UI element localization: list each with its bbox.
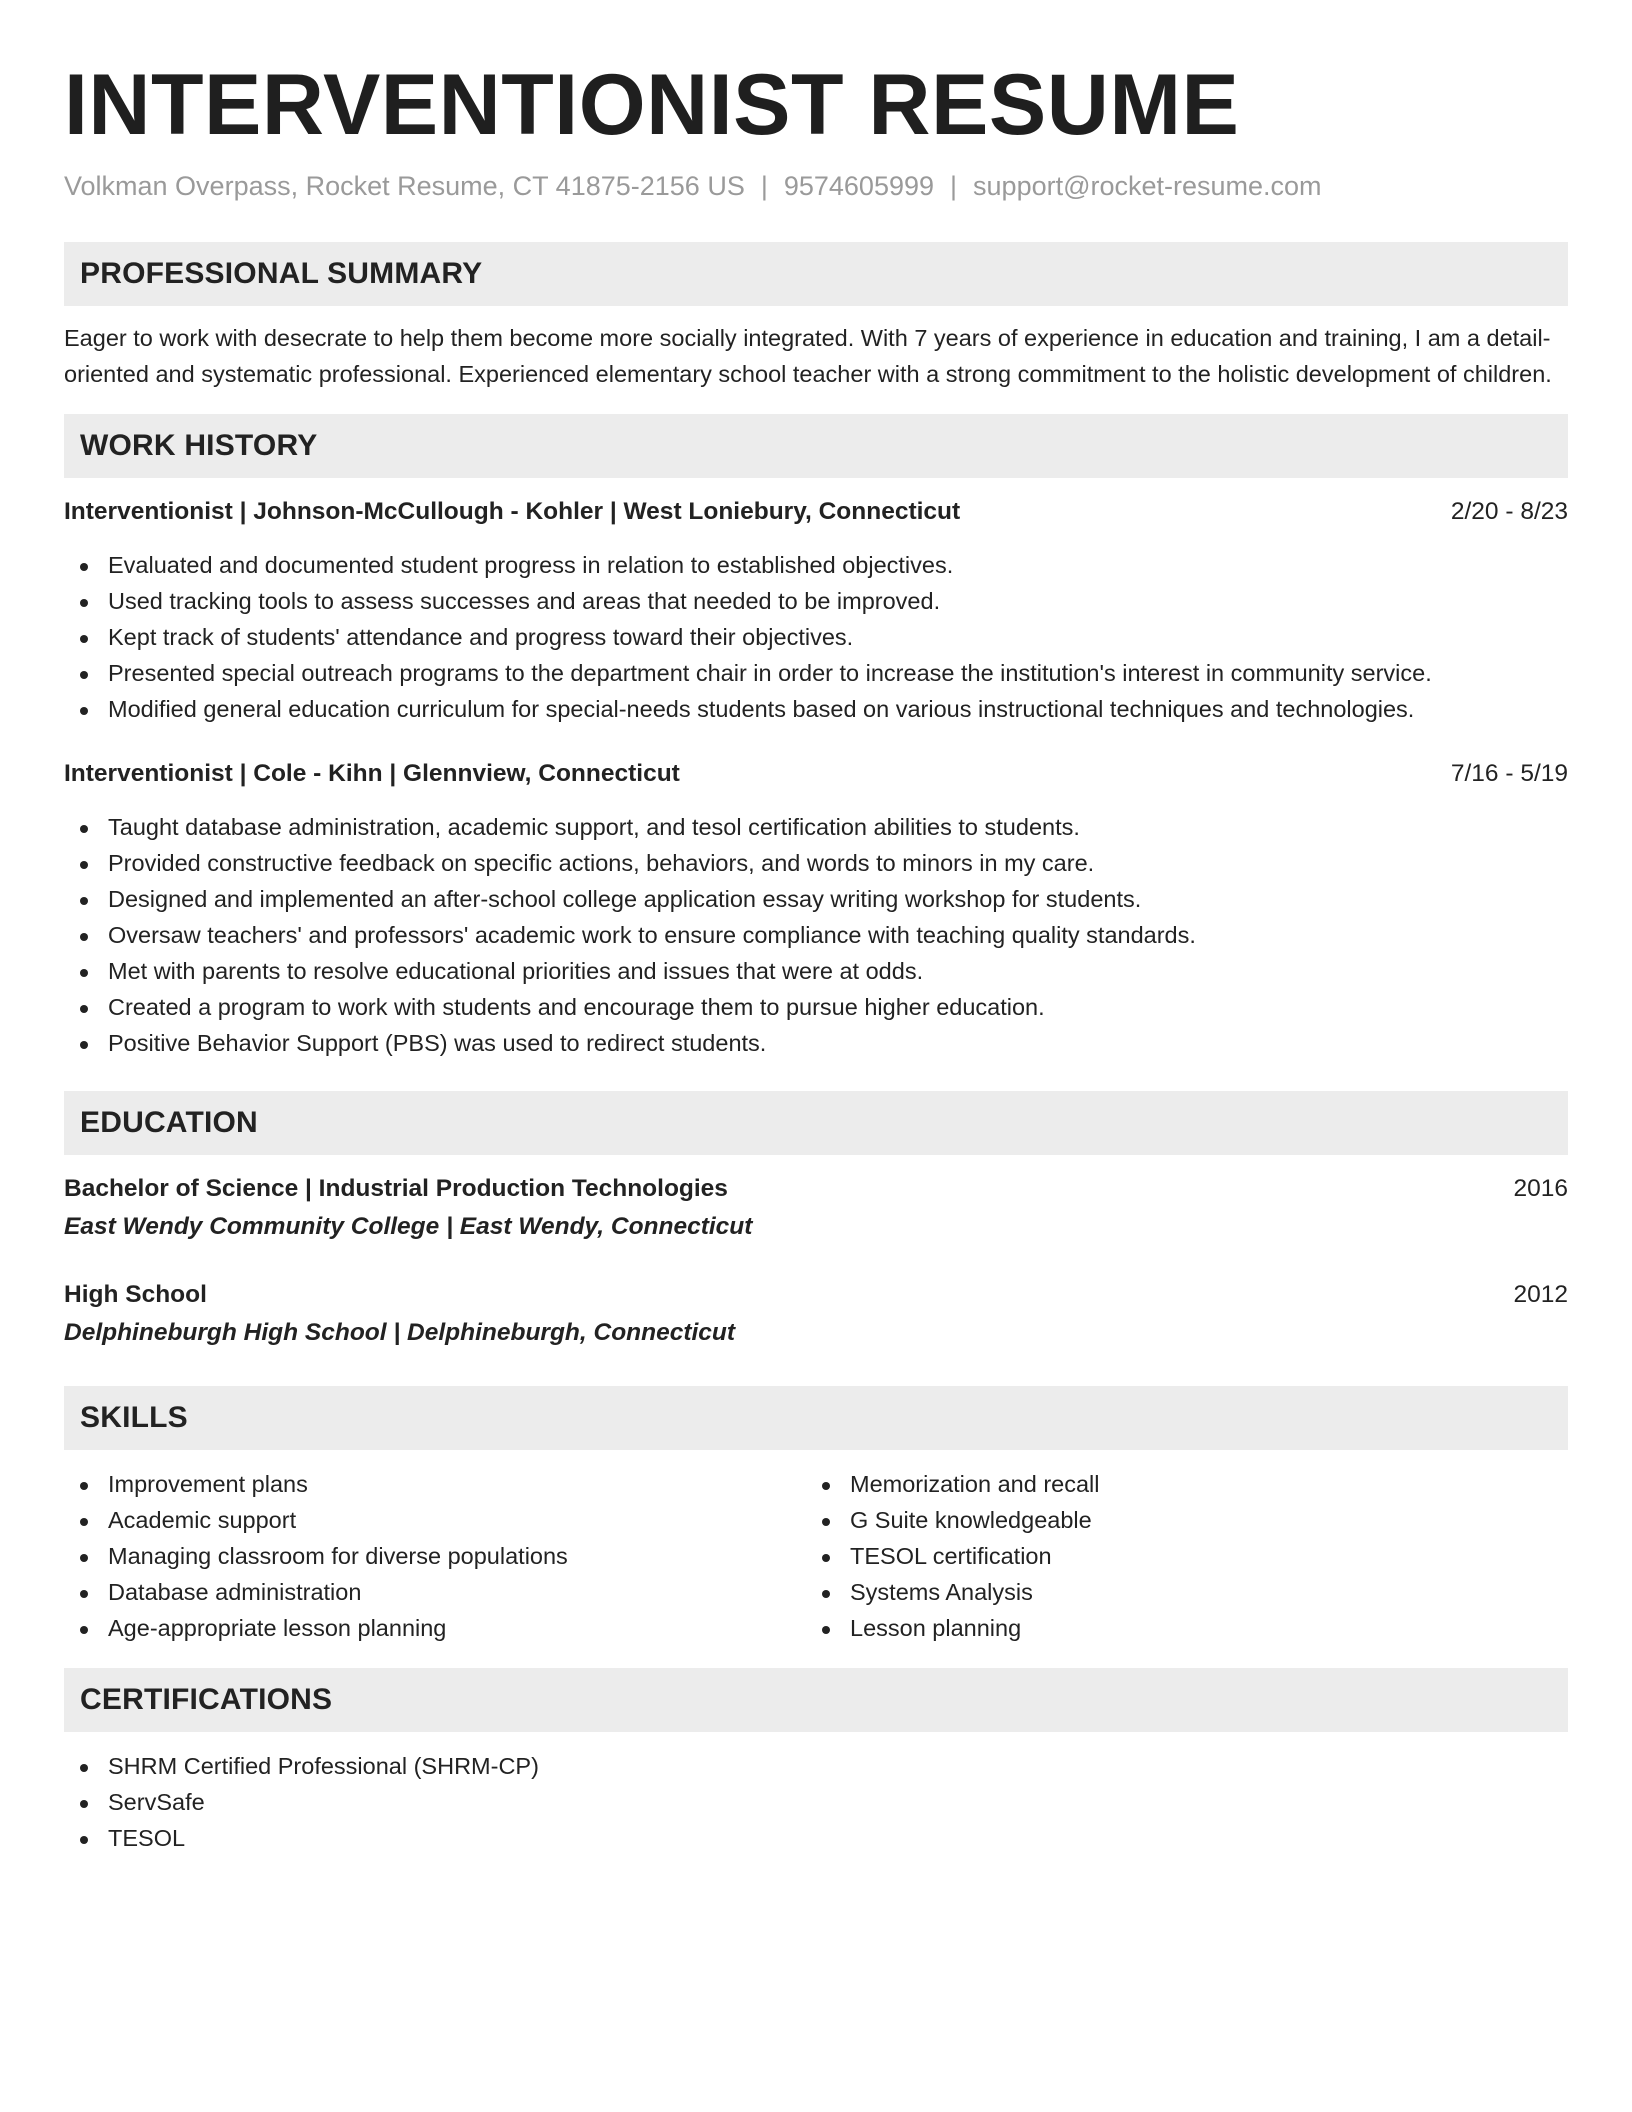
contact-address: Volkman Overpass, Rocket Resume, CT 41875-2156 US — [64, 171, 745, 201]
list-item: Provided constructive feedback on specific actions, behaviors, and words to minors in my care. — [64, 845, 1568, 881]
school-name: Delphineburgh High School | Delphineburgh, Connecticut — [64, 1319, 736, 1346]
skills-grid — [64, 1466, 1568, 1646]
degree-title: High School — [64, 1281, 207, 1308]
list-item: Modified general education curriculum for special-needs students based on various instructional techniques and technologies. — [64, 691, 1568, 727]
job-entry — [64, 495, 1568, 727]
list-item: SHRM Certified Professional (SHRM-CP) — [64, 1748, 1568, 1784]
school-name: East Wendy Community College | East Wendy, Connecticut — [64, 1213, 753, 1240]
job-dates: 2/20 - 8/23 — [1450, 498, 1568, 525]
list-item: Taught database administration, academic support, and tesol certification abilities to students. — [64, 809, 1568, 845]
contact-line — [64, 170, 1568, 202]
job-title: Interventionist | Cole - Kihn | Glennview, Connecticut — [64, 760, 680, 787]
education-year: 2016 — [1513, 1175, 1568, 1202]
education-year: 2012 — [1513, 1281, 1568, 1308]
job-header — [64, 757, 1568, 791]
list-item: Created a program to work with students and encourage them to pursue higher education. — [64, 989, 1568, 1025]
contact-phone: 9574605999 — [783, 171, 935, 201]
list-item: Academic support — [64, 1502, 806, 1538]
skills-list-right — [806, 1466, 1548, 1646]
list-item: Met with parents to resolve educational priorities and issues that were at odds. — [64, 953, 1568, 989]
list-item: Lesson planning — [806, 1610, 1548, 1646]
section-header-education: EDUCATION — [64, 1091, 1568, 1155]
resume-page — [64, 0, 1568, 1856]
list-item: Evaluated and documented student progress in relation to established objectives. — [64, 547, 1568, 583]
section-header-summary: PROFESSIONAL SUMMARY — [64, 242, 1568, 306]
list-item: G Suite knowledgeable — [806, 1502, 1548, 1538]
job-duties-list — [64, 547, 1568, 727]
list-item: Kept track of students' attendance and progress toward their objectives. — [64, 619, 1568, 655]
list-item: TESOL certification — [806, 1538, 1548, 1574]
list-item: Database administration — [64, 1574, 806, 1610]
job-dates: 7/16 - 5/19 — [1450, 760, 1568, 787]
list-item: Used tracking tools to assess successes and areas that needed to be improved. — [64, 583, 1568, 619]
resume-title: INTERVENTIONIST RESUME — [64, 57, 1240, 153]
list-item: Presented special outreach programs to the department chair in order to increase the institution's interest in community service. — [64, 655, 1568, 691]
education-entry — [64, 1278, 1568, 1350]
degree-title: Bachelor of Science | Industrial Production Technologies — [64, 1175, 728, 1202]
list-item: Designed and implemented an after-school college application essay writing workshop for students. — [64, 881, 1568, 917]
education-header — [64, 1172, 1568, 1206]
certifications-list — [64, 1748, 1568, 1856]
list-item: TESOL — [64, 1820, 1568, 1856]
section-header-skills: SKILLS — [64, 1386, 1568, 1450]
education-entry — [64, 1172, 1568, 1244]
list-item: Oversaw teachers' and professors' academic work to ensure compliance with teaching quality standards. — [64, 917, 1568, 953]
list-item: Systems Analysis — [806, 1574, 1548, 1610]
list-item: Age-appropriate lesson planning — [64, 1610, 806, 1646]
job-title: Interventionist | Johnson-McCullough - Kohler | West Loniebury, Connecticut — [64, 498, 961, 525]
job-header — [64, 495, 1568, 529]
contact-separator: | — [760, 171, 768, 201]
contact-email: support@rocket-resume.com — [973, 171, 1322, 201]
job-entry — [64, 757, 1568, 1061]
summary-text: Eager to work with desecrate to help them become more socially integrated. With 7 years of experience in education and training, I am a detail-oriented and systematic professional. Experienced elementary school teacher with a strong commitment to the holistic development of children. — [64, 325, 1552, 387]
list-item: Managing classroom for diverse populations — [64, 1538, 806, 1574]
skills-list-left — [64, 1466, 806, 1646]
education-header — [64, 1278, 1568, 1312]
list-item: Positive Behavior Support (PBS) was used to redirect students. — [64, 1025, 1568, 1061]
contact-separator: | — [950, 171, 958, 201]
list-item: ServSafe — [64, 1784, 1568, 1820]
section-header-certifications: CERTIFICATIONS — [64, 1668, 1568, 1732]
job-duties-list — [64, 809, 1568, 1061]
section-header-work-history: WORK HISTORY — [64, 414, 1568, 478]
list-item: Memorization and recall — [806, 1466, 1548, 1502]
list-item: Improvement plans — [64, 1466, 806, 1502]
